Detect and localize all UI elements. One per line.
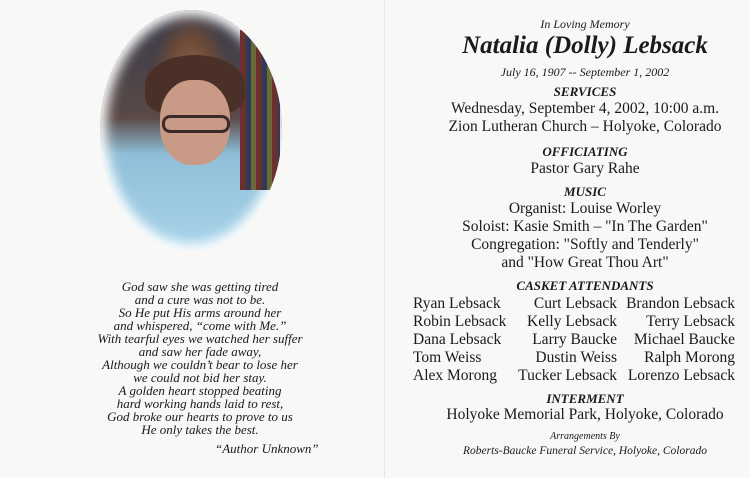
- music-line: Congregation: "Softly and Tenderly": [471, 236, 699, 253]
- life-dates: July 16, 1907 -- September 1, 2002: [500, 65, 670, 79]
- in-loving-memory: In Loving Memory: [540, 17, 630, 31]
- officiating-heading: OFFICIATING: [542, 144, 628, 159]
- glasses: [162, 115, 230, 133]
- attendant-name: Terry Lebsack: [646, 313, 735, 330]
- poem-line: With tearful eyes we watched her suffer: [97, 331, 303, 346]
- poem-line: So He put His arms around her: [118, 305, 282, 320]
- funeral-home: Roberts-Baucke Funeral Service, Holyoke, Colorado: [463, 445, 707, 457]
- arrangements-label: Arrangements By: [550, 431, 620, 442]
- attendant-name: Dana Lebsack: [413, 331, 502, 348]
- poem-line: and a cure was not to be.: [134, 292, 266, 307]
- attendant-name: Alex Morong: [413, 367, 497, 384]
- program-details: [385, 0, 750, 478]
- attendant-name: Tom Weiss: [413, 349, 482, 366]
- interment-location: Holyoke Memorial Park, Holyoke, Colorado: [446, 406, 724, 423]
- music-heading: MUSIC: [564, 184, 606, 199]
- officiant: Pastor Gary Rahe: [530, 160, 640, 177]
- attendant-name: Larry Baucke: [532, 331, 617, 348]
- attendant-name: Tucker Lebsack: [518, 367, 617, 384]
- poem-line: He only takes the best.: [141, 422, 259, 437]
- interment-heading: INTERMENT: [546, 391, 624, 406]
- poem-author: “Author Unknown”: [215, 441, 319, 456]
- poem-line: Although we couldn’t bear to lose her: [102, 357, 298, 372]
- music-line: Organist: Louise Worley: [508, 200, 662, 217]
- poem: [0, 280, 400, 436]
- attendant-name: Curt Lebsack: [533, 295, 617, 312]
- music-line: and "How Great Thou Art": [501, 254, 669, 271]
- attendant-name: Kelly Lebsack: [527, 313, 617, 330]
- attendant-name: Robin Lebsack: [413, 313, 507, 330]
- portrait-photo: [100, 10, 282, 250]
- poem-line: and whispered, “come with Me.”: [113, 318, 287, 333]
- attendant-name: Brandon Lebsack: [626, 295, 735, 312]
- poem-line: God broke our hearts to prove to us: [107, 409, 293, 424]
- services-datetime: Wednesday, September 4, 2002, 10:00 a.m.: [450, 100, 720, 117]
- poem-line: and saw her fade away,: [138, 344, 262, 359]
- deceased-name: Natalia (Dolly) Lebsack: [462, 32, 708, 59]
- poem-line: God saw she was getting tired: [121, 279, 279, 294]
- bookshelf: [240, 30, 280, 190]
- poem-line: A golden heart stopped beating: [118, 383, 282, 398]
- services-heading: SERVICES: [553, 84, 617, 99]
- attendant-name: Ryan Lebsack: [413, 295, 501, 312]
- attendant-name: Ralph Morong: [644, 349, 735, 366]
- poem-line: hard working hands laid to rest,: [116, 396, 284, 411]
- attendants-heading: CASKET ATTENDANTS: [516, 278, 654, 293]
- attendant-name: Michael Baucke: [633, 331, 735, 348]
- attendant-name: Lorenzo Lebsack: [627, 367, 735, 384]
- services-location: Zion Lutheran Church – Holyoke, Colorado: [448, 118, 722, 135]
- poem-line: we could not bid her stay.: [133, 370, 267, 385]
- attendant-name: Dustin Weiss: [535, 349, 617, 366]
- music-line: Soloist: Kasie Smith – "In The Garden": [462, 218, 708, 235]
